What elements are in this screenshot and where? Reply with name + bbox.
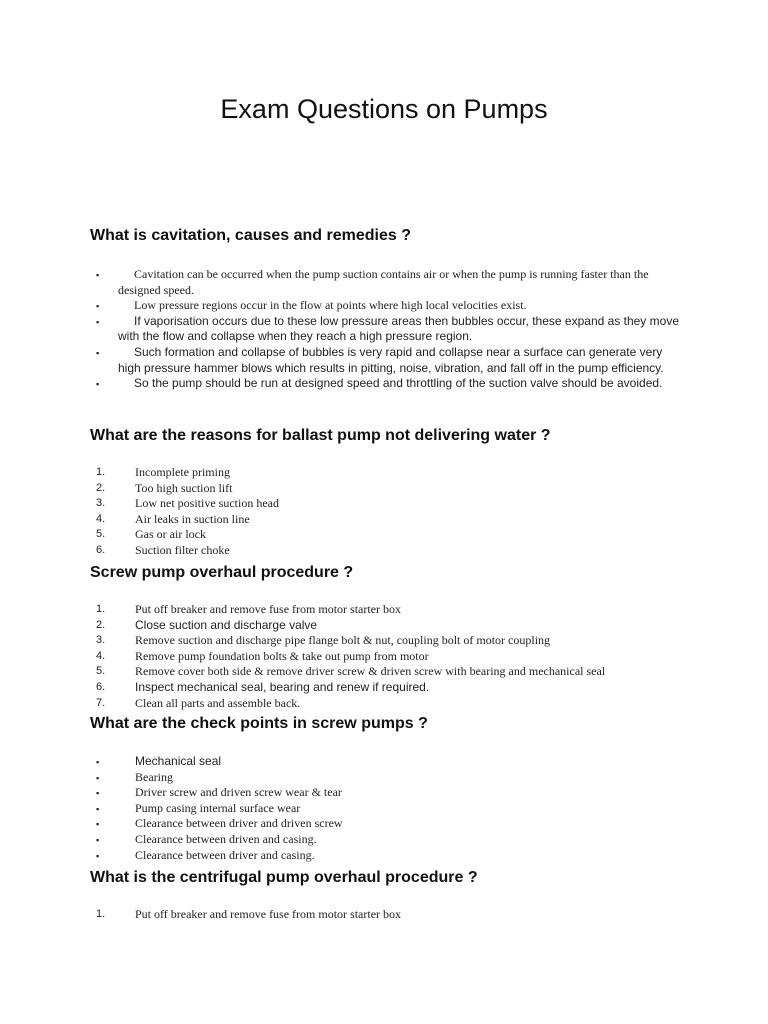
list-item: ▪ Clearance between driver and casing. bbox=[0, 848, 768, 864]
bullet-icon: ▪ bbox=[96, 772, 100, 783]
cavitation-list bbox=[0, 267, 768, 392]
list-item: ▪ Bearing bbox=[0, 770, 768, 786]
list-item: 5. Gas or air lock bbox=[96, 527, 206, 542]
list-item: 2. Close suction and discharge valve bbox=[96, 617, 318, 632]
list-item: ▪ Clearance between driven and casing. bbox=[0, 832, 768, 848]
bullet-icon: ▪ bbox=[96, 347, 100, 358]
bullet-icon: ▪ bbox=[96, 301, 100, 312]
section-heading-screw-pump-overhaul: Screw pump overhaul procedure ? bbox=[90, 564, 354, 581]
section-heading-ballast-pump: What are the reasons for ballast pump not delivering water ? bbox=[90, 427, 551, 444]
check-points-list bbox=[0, 754, 768, 863]
list-item: 6. Inspect mechanical seal, bearing and renew if required. bbox=[96, 679, 430, 694]
bullet-icon: ▪ bbox=[96, 270, 100, 280]
bullet-icon: ▪ bbox=[96, 819, 100, 830]
section-heading-centrifugal-overhaul: What is the centrifugal pump overhaul procedure ? bbox=[90, 869, 478, 886]
list-item: ▪ Pump casing internal surface wear bbox=[0, 801, 768, 817]
bullet-icon: ▪ bbox=[96, 850, 100, 861]
list-item: 1. Incomplete priming bbox=[96, 465, 230, 479]
list-item: ▪ So the pump should be run at designed speed and throttling of the suction valve should be avoided. bbox=[0, 376, 768, 392]
list-item: ▪ Low pressure regions occur in the flow at points where high local velocities exist. bbox=[0, 298, 768, 314]
list-item: ▪ If vaporisation occurs due to these low pressure areas then bubbles occur, these expand as they move with the flow and collapse when they reach a high pressure region. bbox=[96, 313, 679, 344]
list-item: ▪ Such formation and collapse of bubbles is very rapid and collapse near a surface can generate very high pressure hammer blows which results in pitting, noise, vibration, and fall off in the pump efficiency. bbox=[96, 344, 664, 375]
ballast-reasons-list bbox=[0, 465, 768, 559]
page-title: Exam Questions on Pumps bbox=[220, 94, 548, 124]
section-heading-check-points: What are the check points in screw pumps ? bbox=[90, 715, 428, 732]
list-item: 7. Clean all parts and assemble back. bbox=[96, 695, 301, 710]
list-item: 6. Suction filter choke bbox=[96, 542, 230, 557]
list-item: 1. Put off breaker and remove fuse from motor starter box bbox=[96, 907, 402, 921]
bullet-icon: ▪ bbox=[96, 788, 100, 799]
list-item: ▪ Mechanical seal bbox=[0, 754, 768, 770]
list-item: 2. Too high suction lift bbox=[96, 480, 233, 495]
list-item: ▪ Clearance between driver and driven screw bbox=[0, 816, 768, 832]
list-item: 5. Remove cover both side & remove driver screw & driven screw with bearing and mechanical seal bbox=[96, 664, 606, 679]
centrifugal-overhaul-list bbox=[0, 907, 768, 923]
section-heading-cavitation: What is cavitation, causes and remedies ? bbox=[90, 227, 411, 244]
bullet-icon: ▪ bbox=[96, 757, 100, 767]
list-item: 3. Remove suction and discharge pipe flange bolt & nut, coupling bolt of motor coupling bbox=[96, 633, 551, 648]
bullet-icon: ▪ bbox=[96, 834, 100, 845]
list-item: 4. Remove pump foundation bolts & take out pump from motor bbox=[96, 648, 429, 663]
bullet-icon: ▪ bbox=[96, 803, 100, 814]
bullet-icon: ▪ bbox=[96, 316, 100, 327]
list-item: ▪ Driver screw and driven screw wear & tear bbox=[0, 785, 768, 801]
screw-overhaul-list bbox=[0, 602, 768, 711]
list-item: 1. Put off breaker and remove fuse from motor starter box bbox=[96, 602, 402, 616]
bullet-icon: ▪ bbox=[96, 379, 100, 390]
list-item: 3. Low net positive suction head bbox=[96, 496, 279, 511]
list-item: 4. Air leaks in suction line bbox=[96, 511, 250, 526]
list-item: ▪ Cavitation can be occurred when the pump suction contains air or when the pump is running faster than the designed speed. bbox=[96, 267, 649, 297]
